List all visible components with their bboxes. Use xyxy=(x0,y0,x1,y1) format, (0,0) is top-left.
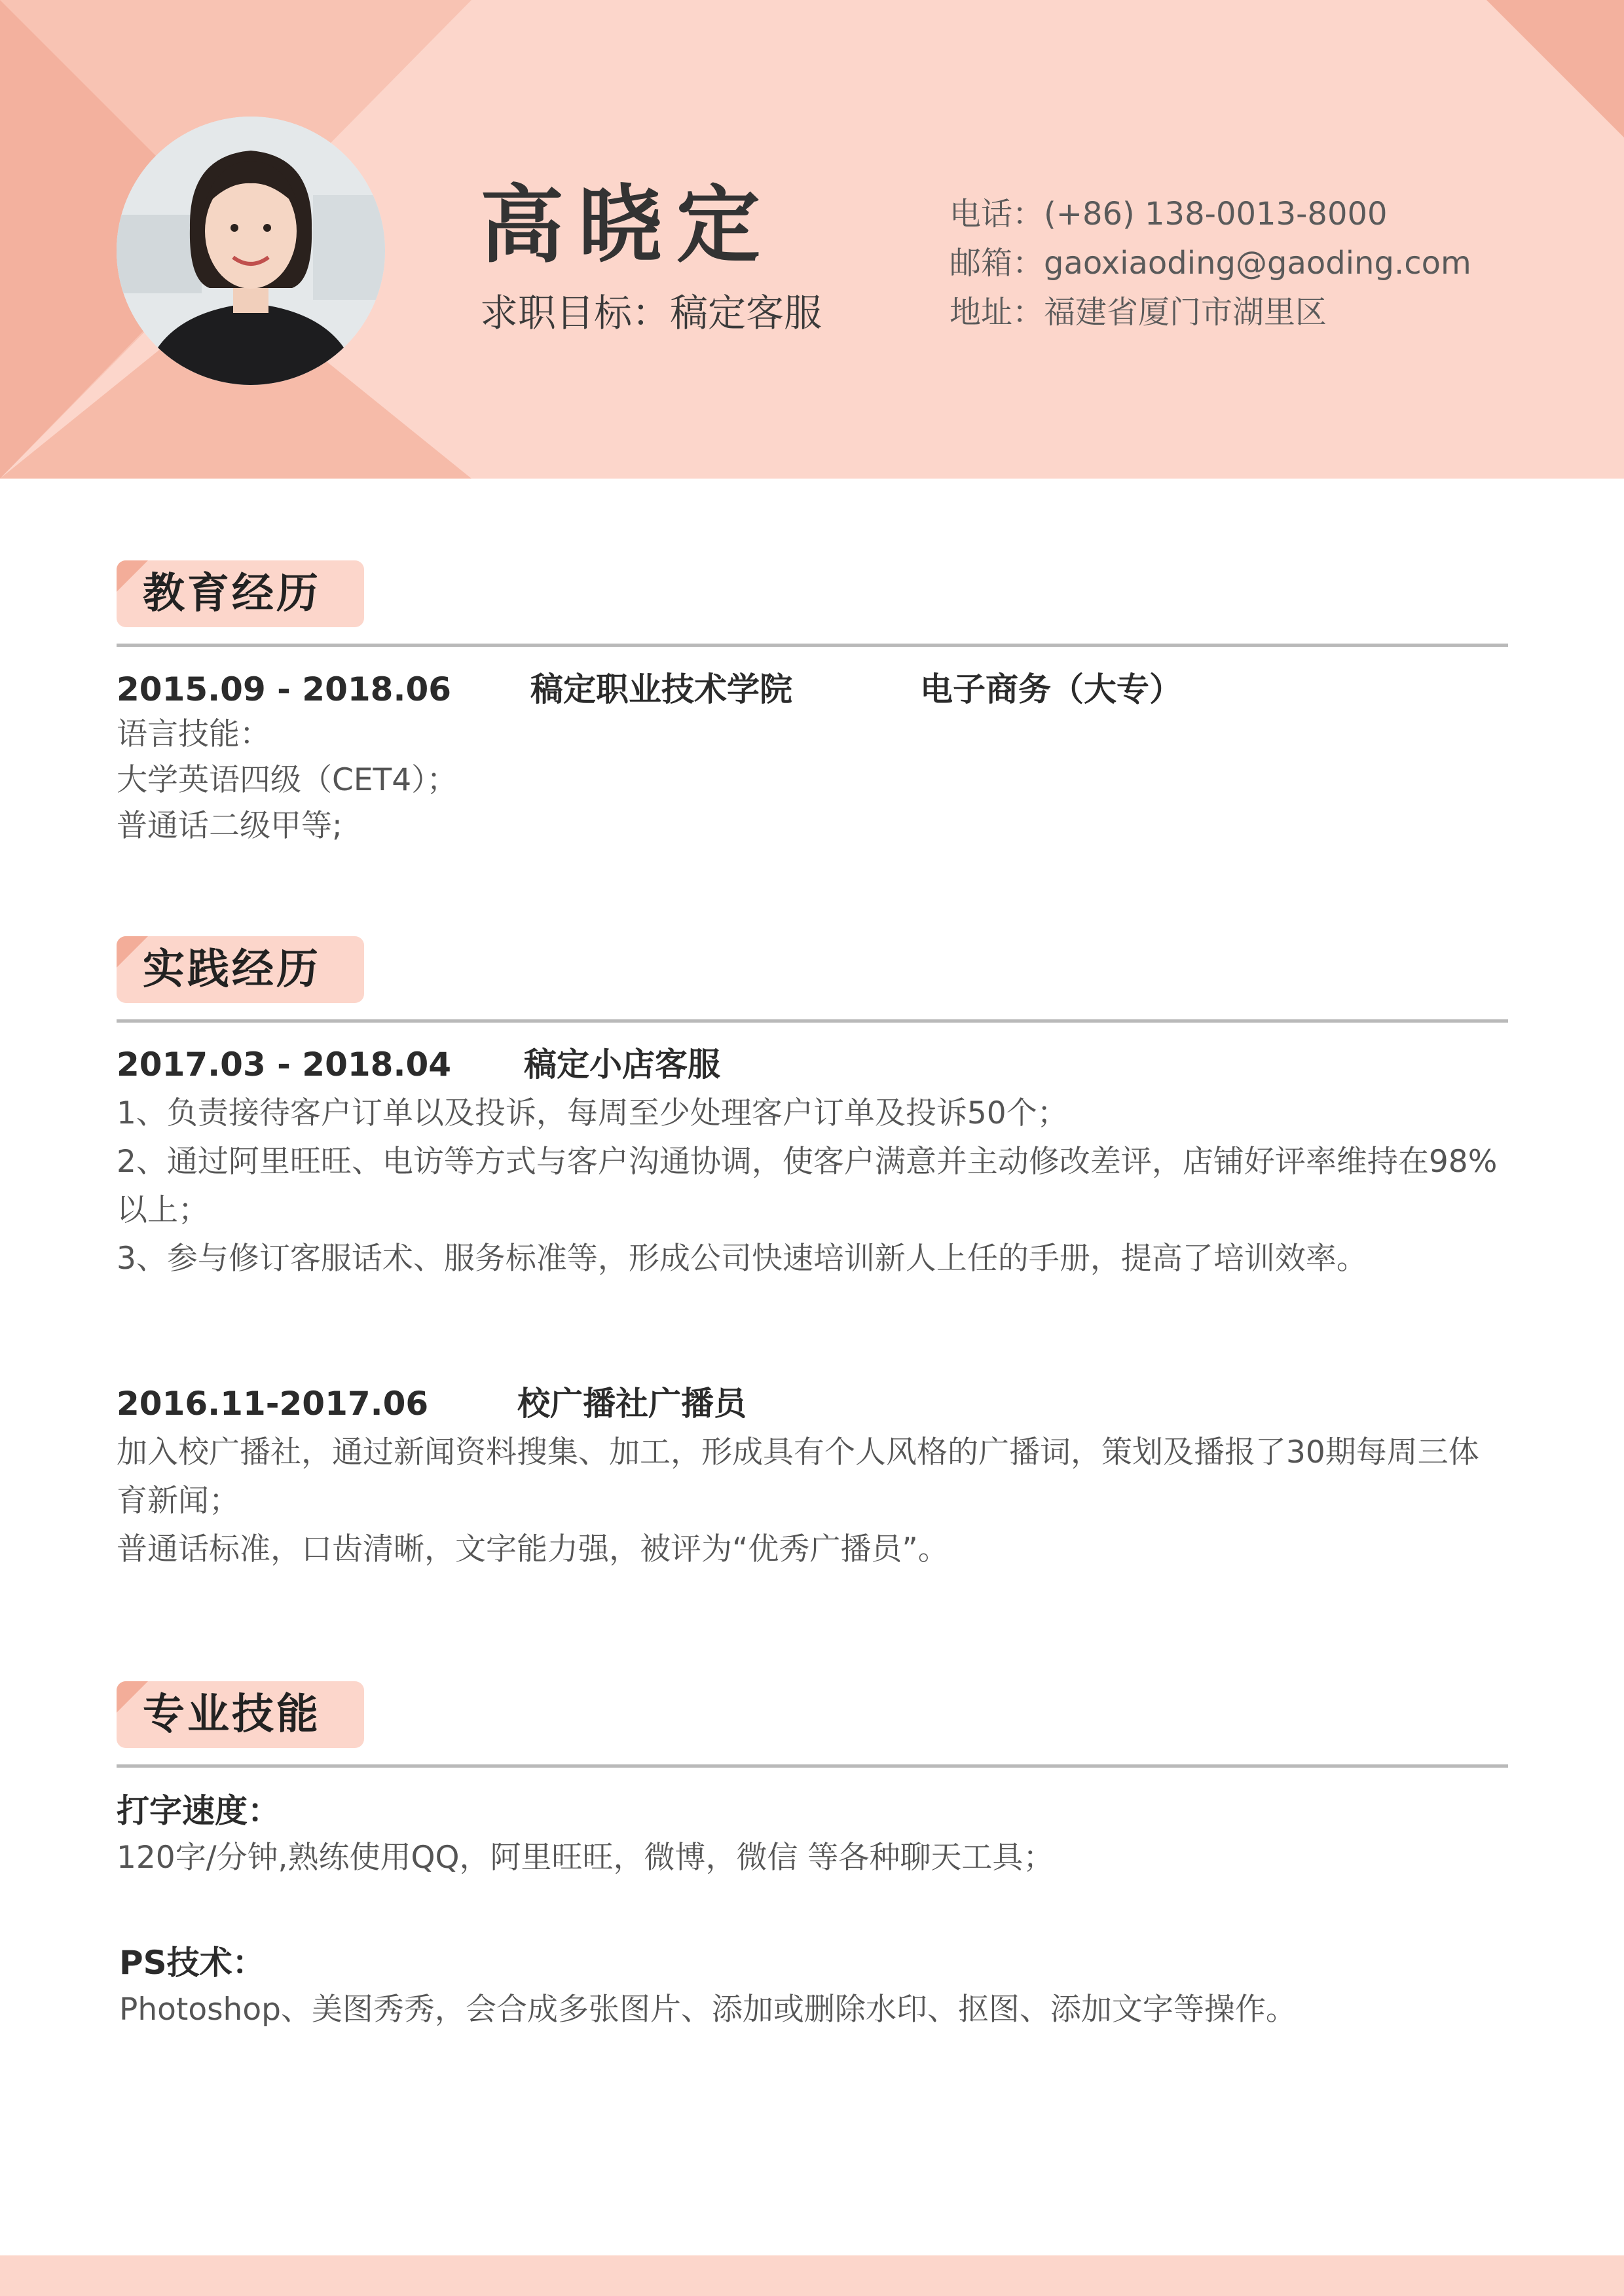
section-title-practice xyxy=(117,936,364,1003)
practice-line: 2、通过阿里旺旺、电访等方式与客户沟通协调，使客户满意并主动修改差评，店铺好评率维持在98%以上； xyxy=(117,1144,1498,1228)
education-period: 2015.09 - 2018.06 xyxy=(117,670,452,708)
header-banner xyxy=(0,0,1624,479)
education-major: 电子商务（大专） xyxy=(920,670,1182,708)
section-divider xyxy=(117,1764,1508,1768)
section-title-skills xyxy=(117,1681,364,1748)
contact-phone: 电话：(+86) 138-0013-8000 xyxy=(950,196,1388,232)
practice-period: 2017.03 - 2018.04 xyxy=(117,1046,452,1084)
section-title-text: 实践经历 xyxy=(143,945,321,994)
practice-role: 稿定小店客服 xyxy=(524,1046,720,1084)
contact-email: 邮箱：gaoxiaoding@gaoding.com xyxy=(950,245,1471,282)
footer-band xyxy=(0,2255,1624,2296)
practice-line: 加入校广播社，通过新闻资料搜集、加工，形成具有个人风格的广播词，策划及播报了30期每周三体育新闻； xyxy=(117,1434,1479,1519)
contact-info xyxy=(950,190,1471,337)
practice-line: 3、参与修订客服话术、服务标准等，形成公司快速培训新人上任的手册，提高了培训效率。 xyxy=(117,1241,1367,1277)
section-title-text: 教育经历 xyxy=(143,570,321,618)
section-divider xyxy=(117,644,1508,647)
profile-photo xyxy=(117,117,385,385)
education-school: 稿定职业技术学院 xyxy=(530,670,792,708)
skill-label: 打字速度： xyxy=(117,1792,280,1830)
education-line: 语言技能： xyxy=(117,716,270,752)
section-title-text: 专业技能 xyxy=(143,1690,321,1739)
candidate-name: 高晓定 xyxy=(480,177,775,274)
education-line: 普通话二级甲等; xyxy=(117,808,342,844)
skill-text: Photoshop、美图秀秀，会合成多张图片、添加或删除水印、抠图、添加文字等操作。 xyxy=(119,1992,1297,2028)
practice-role: 校广播社广播员 xyxy=(517,1385,747,1423)
practice-period: 2016.11-2017.06 xyxy=(117,1385,429,1423)
section-title-education xyxy=(117,560,364,627)
practice-description xyxy=(117,1089,1508,1283)
education-line: 大学英语四级（CET4）； xyxy=(117,762,458,798)
section-divider xyxy=(117,1019,1508,1023)
job-objective: 求职目标：稿定客服 xyxy=(480,291,822,335)
practice-description xyxy=(117,1429,1508,1574)
contact-address: 地址：福建省厦门市湖里区 xyxy=(950,294,1327,331)
practice-line: 普通话标准，口齿清晰，文字能力强，被评为“优秀广播员”。 xyxy=(117,1531,949,1567)
person-photo-icon xyxy=(117,117,385,385)
skill-label: PS技术： xyxy=(119,1944,265,1982)
skill-text: 120字/分钟,熟练使用QQ，阿里旺旺，微博，微信 等各种聊天工具； xyxy=(117,1840,1054,1876)
practice-line: 1、负责接待客户订单以及投诉，每周至少处理客户订单及投诉50个； xyxy=(117,1095,1068,1131)
